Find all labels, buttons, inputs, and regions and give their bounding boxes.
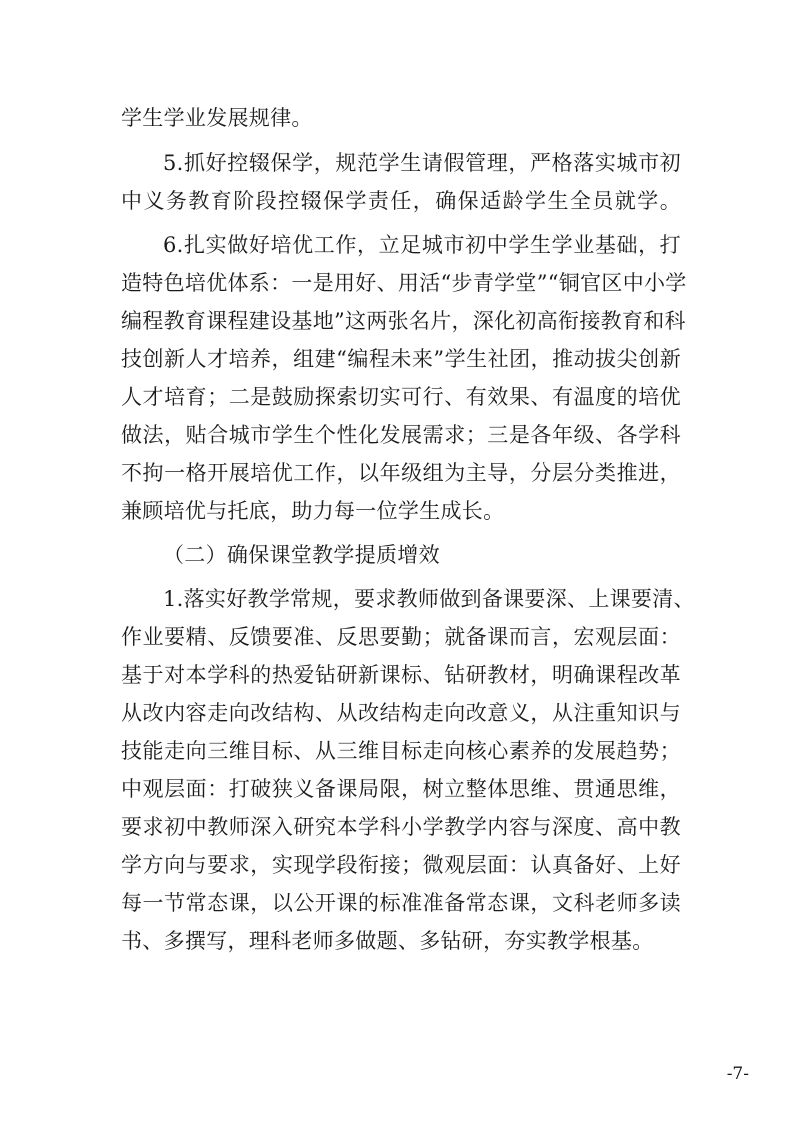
- paragraph-line: 造特色培优体系：一是用好、用活“步青学堂”“铜官区中小学: [121, 271, 687, 295]
- paragraph-line: 兼顾培优与托底，助力每一位学生成长。: [121, 499, 505, 523]
- paragraph-line: 从改内容走向改结构、从改结构走向改意义，从注重知识与: [121, 701, 681, 725]
- paragraph-line: 6.扎实做好培优工作，立足城市初中学生学业基础，打: [163, 233, 681, 257]
- paragraph-line: 中义务教育阶段控辍保学责任，确保适龄学生全员就学。: [121, 189, 681, 213]
- paragraph-line: 作业要精、反馈要准、反思要勤；就备课而言，宏观层面：: [121, 625, 681, 649]
- paragraph-line: 5.抓好控辍保学，规范学生请假管理，严格落实城市初: [163, 151, 681, 175]
- paragraph-line: 要求初中教师深入研究本学科小学教学内容与深度、高中教: [121, 815, 681, 839]
- paragraph-line: 技创新人才培养，组建“编程未来”学生社团，推动拔尖创新: [121, 347, 681, 371]
- paragraph-line: 每一节常态课，以公开课的标准准备常态课，文科老师多读: [121, 891, 681, 915]
- section-heading: （二）确保课堂教学提质增效: [163, 543, 440, 567]
- paragraph-line: 中观层面：打破狭义备课局限，树立整体思维、贯通思维，: [121, 777, 681, 801]
- paragraph-line: 不拘一格开展培优工作，以年级组为主导，分层分类推进，: [121, 461, 681, 485]
- paragraph-line: 人才培育；二是鼓励探索切实可行、有效果、有温度的培优: [121, 385, 681, 409]
- paragraph-line: 编程教育课程建设基地”这两张名片，深化初高衔接教育和科: [121, 309, 686, 333]
- paragraph-line: 1.落实好教学常规，要求教师做到备课要深、上课要清、: [163, 587, 695, 611]
- paragraph-line: 书、多撰写，理科老师多做题、多钻研，夯实教学根基。: [121, 929, 654, 953]
- paragraph-line: 做法，贴合城市学生个性化发展需求；三是各年级、各学科: [121, 423, 681, 447]
- paragraph-line: 学方向与要求，实现学段衔接；微观层面：认真备好、上好: [121, 853, 681, 877]
- paragraph-line: 技能走向三维目标、从三维目标走向核心素养的发展趋势；: [121, 739, 681, 763]
- paragraph-line: 学生学业发展规律。: [121, 106, 313, 130]
- paragraph-line: 基于对本学科的热爱钻研新课标、钻研教材，明确课程改革: [121, 663, 681, 687]
- page-number: -7-: [726, 1064, 749, 1084]
